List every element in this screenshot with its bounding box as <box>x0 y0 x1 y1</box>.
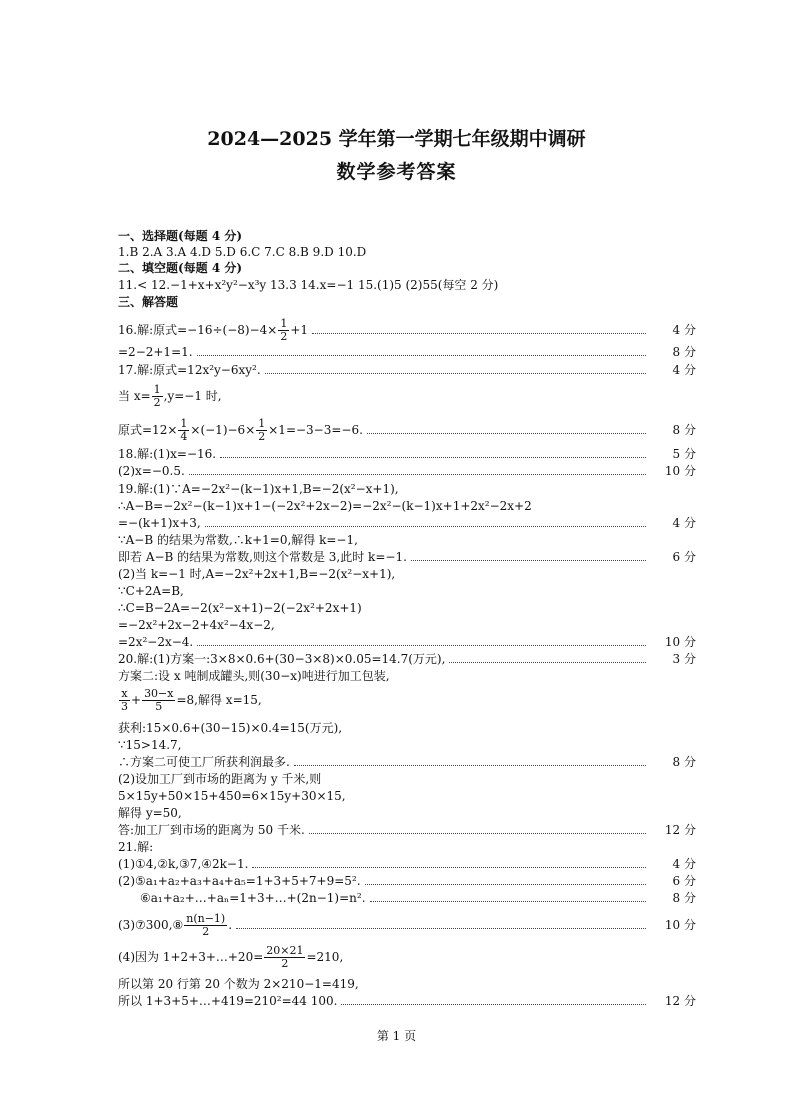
fraction: $\frac{1}{4}$ <box>180 417 188 443</box>
q20-line-1: 20.解:(1)方案一:3×8×0.6+(30−3×8)×0.05=14.7(万元), 3 分 <box>118 652 696 666</box>
q19-line-6: (2)当 k=−1 时,A=−2x²+2x+1,B=−2(x²−x+1), <box>118 567 396 581</box>
q21-line-4: (3)⑦300,⑧ $\frac{n(n-1)}{2}$ . 10 分 <box>118 912 696 938</box>
score: 10 分 <box>664 464 696 478</box>
score: 12 分 <box>664 994 696 1008</box>
fraction: $\frac{20\times 21}{2}$ <box>266 944 304 970</box>
q20-line-4: 获利:15×0.6+(30−15)×0.4=15(万元), <box>118 721 343 735</box>
page-number: 第 1 页 <box>376 1029 417 1043</box>
q17-line-1: 17.解:原式=12x²y−6xy². 4 分 <box>118 363 696 377</box>
q21-line-1: (1)①4,②k,③7,④2k−1. 4 分 <box>118 857 696 871</box>
score: 6 分 <box>672 550 696 564</box>
q21-line-5: (4)因为 1+2+3+…+20= $\frac{20\times 21}{2}$ =210, <box>118 944 344 970</box>
section-choice-answers: 1.B 2.A 3.A 4.D 5.D 6.C 7.C 8.B 9.D 10.D <box>118 245 367 259</box>
score: 10 分 <box>664 635 696 649</box>
score: 5 分 <box>672 447 696 461</box>
q21-line-0: 21.解: <box>118 840 154 854</box>
q19-line-4: ∵A−B 的结果为常数,∴k+1=0,解得 k=−1, <box>118 533 358 547</box>
q20-line-7: (2)设加工厂到市场的距离为 y 千米,则 <box>118 772 322 786</box>
score: 4 分 <box>672 363 696 377</box>
q19-line-10: =2x²−2x−4. 10 分 <box>118 635 696 649</box>
page-subtitle: 数学参考答案 <box>336 161 457 183</box>
score: 8 分 <box>672 755 696 769</box>
q19-line-9: =−2x²+2x−2+4x²−4x−2, <box>118 618 275 632</box>
section-fill-heading: 二、填空题(每题 4 分) <box>118 261 243 275</box>
q19-line-1: 19.解:(1)∵A=−2x²−(k−1)x+1,B=−2(x²−x+1), <box>118 482 399 496</box>
q18-line-2: (2)x=−0.5. 10 分 <box>118 464 696 478</box>
q17-line-3: 原式=12× $\frac{1}{4}$ ×(−1)−6× $\frac{1}{2}$ ×1=−3−3=−6. 8 分 <box>118 417 696 443</box>
q19-line-7: ∵C+2A=B, <box>118 584 184 598</box>
score: 4 分 <box>672 516 696 530</box>
q18-line-1: 18.解:(1)x=−16. 5 分 <box>118 447 696 461</box>
q20-line-6: ∴方案二可使工厂所获利润最多. 8 分 <box>118 755 696 769</box>
score: 6 分 <box>672 874 696 888</box>
q20-line-2: 方案二:设 x 吨制成罐头,则(30−x)吨进行加工包装, <box>118 669 390 683</box>
fraction: $\frac{1}{2}$ <box>280 317 288 343</box>
page-title: 2024—2025 学年第一学期七年级期中调研 <box>207 128 586 150</box>
q21-line-6: 所以第 20 行第 20 个数为 2×210−1=419, <box>118 977 359 991</box>
score: 4 分 <box>672 323 696 337</box>
q21-line-3: ⑥a₁+a₂+…+aₙ=1+3+…+(2n−1)=n². 8 分 <box>140 891 696 905</box>
section-fill-answers: 11.< 12.−1+x+x²y²−x³y 13.3 14.x=−1 15.(1)5 (2)55(每空 2 分) <box>118 278 499 292</box>
q21-line-2: (2)⑤a₁+a₂+a₃+a₄+a₅=1+3+5+7+9=5². 6 分 <box>118 874 696 888</box>
q20-line-5: ∵15>14.7, <box>118 738 182 752</box>
score: 8 分 <box>672 891 696 905</box>
q16-line-2: =2−2+1=1. 8 分 <box>118 345 696 359</box>
q19-line-3: =−(k+1)x+3, 4 分 <box>118 516 696 530</box>
q20-line-3: $\frac{x}{3}$ + $\frac{30-x}{5}$ =8,解得 x=15, <box>121 687 262 713</box>
section-solve-heading: 三、解答题 <box>118 295 179 309</box>
fraction: $\frac{30-x}{5}$ <box>144 687 174 713</box>
section-choice-heading: 一、选择题(每题 4 分) <box>118 229 243 243</box>
fraction: $\frac{1}{2}$ <box>258 417 266 443</box>
score: 8 分 <box>672 345 696 359</box>
fraction: $\frac{n(n-1)}{2}$ <box>186 912 226 938</box>
q20-line-9: 解得 y=50, <box>118 806 182 820</box>
q20-line-8: 5×15y+50×15+450=6×15y+30×15, <box>118 789 346 803</box>
score: 8 分 <box>672 423 696 437</box>
score: 10 分 <box>664 918 696 932</box>
score: 12 分 <box>664 823 696 837</box>
fraction: $\frac{x}{3}$ <box>121 687 128 713</box>
score: 3 分 <box>672 652 696 666</box>
q20-line-10: 答:加工厂到市场的距离为 50 千米. 12 分 <box>118 823 696 837</box>
score: 4 分 <box>672 857 696 871</box>
q19-line-8: ∴C=B−2A=−2(x²−x+1)−2(−2x²+2x+1) <box>118 601 362 615</box>
q19-line-5: 即若 A−B 的结果为常数,则这个常数是 3,此时 k=−1. 6 分 <box>118 550 696 564</box>
q21-line-7: 所以 1+3+5+…+419=210²=44 100. 12 分 <box>118 994 696 1008</box>
q17-line-2: 当 x= $\frac{1}{2}$ ,y=−1 时, <box>118 383 222 409</box>
fraction: $\frac{1}{2}$ <box>153 383 161 409</box>
q16-line-1: 16.解:原式=−16÷(−8)−4× $\frac{1}{2}$ +1 4 分 <box>118 317 696 343</box>
q19-line-2: ∴A−B=−2x²−(k−1)x+1−(−2x²+2x−2)=−2x²−(k−1)x+1+2x²−2x+2 <box>118 499 532 513</box>
